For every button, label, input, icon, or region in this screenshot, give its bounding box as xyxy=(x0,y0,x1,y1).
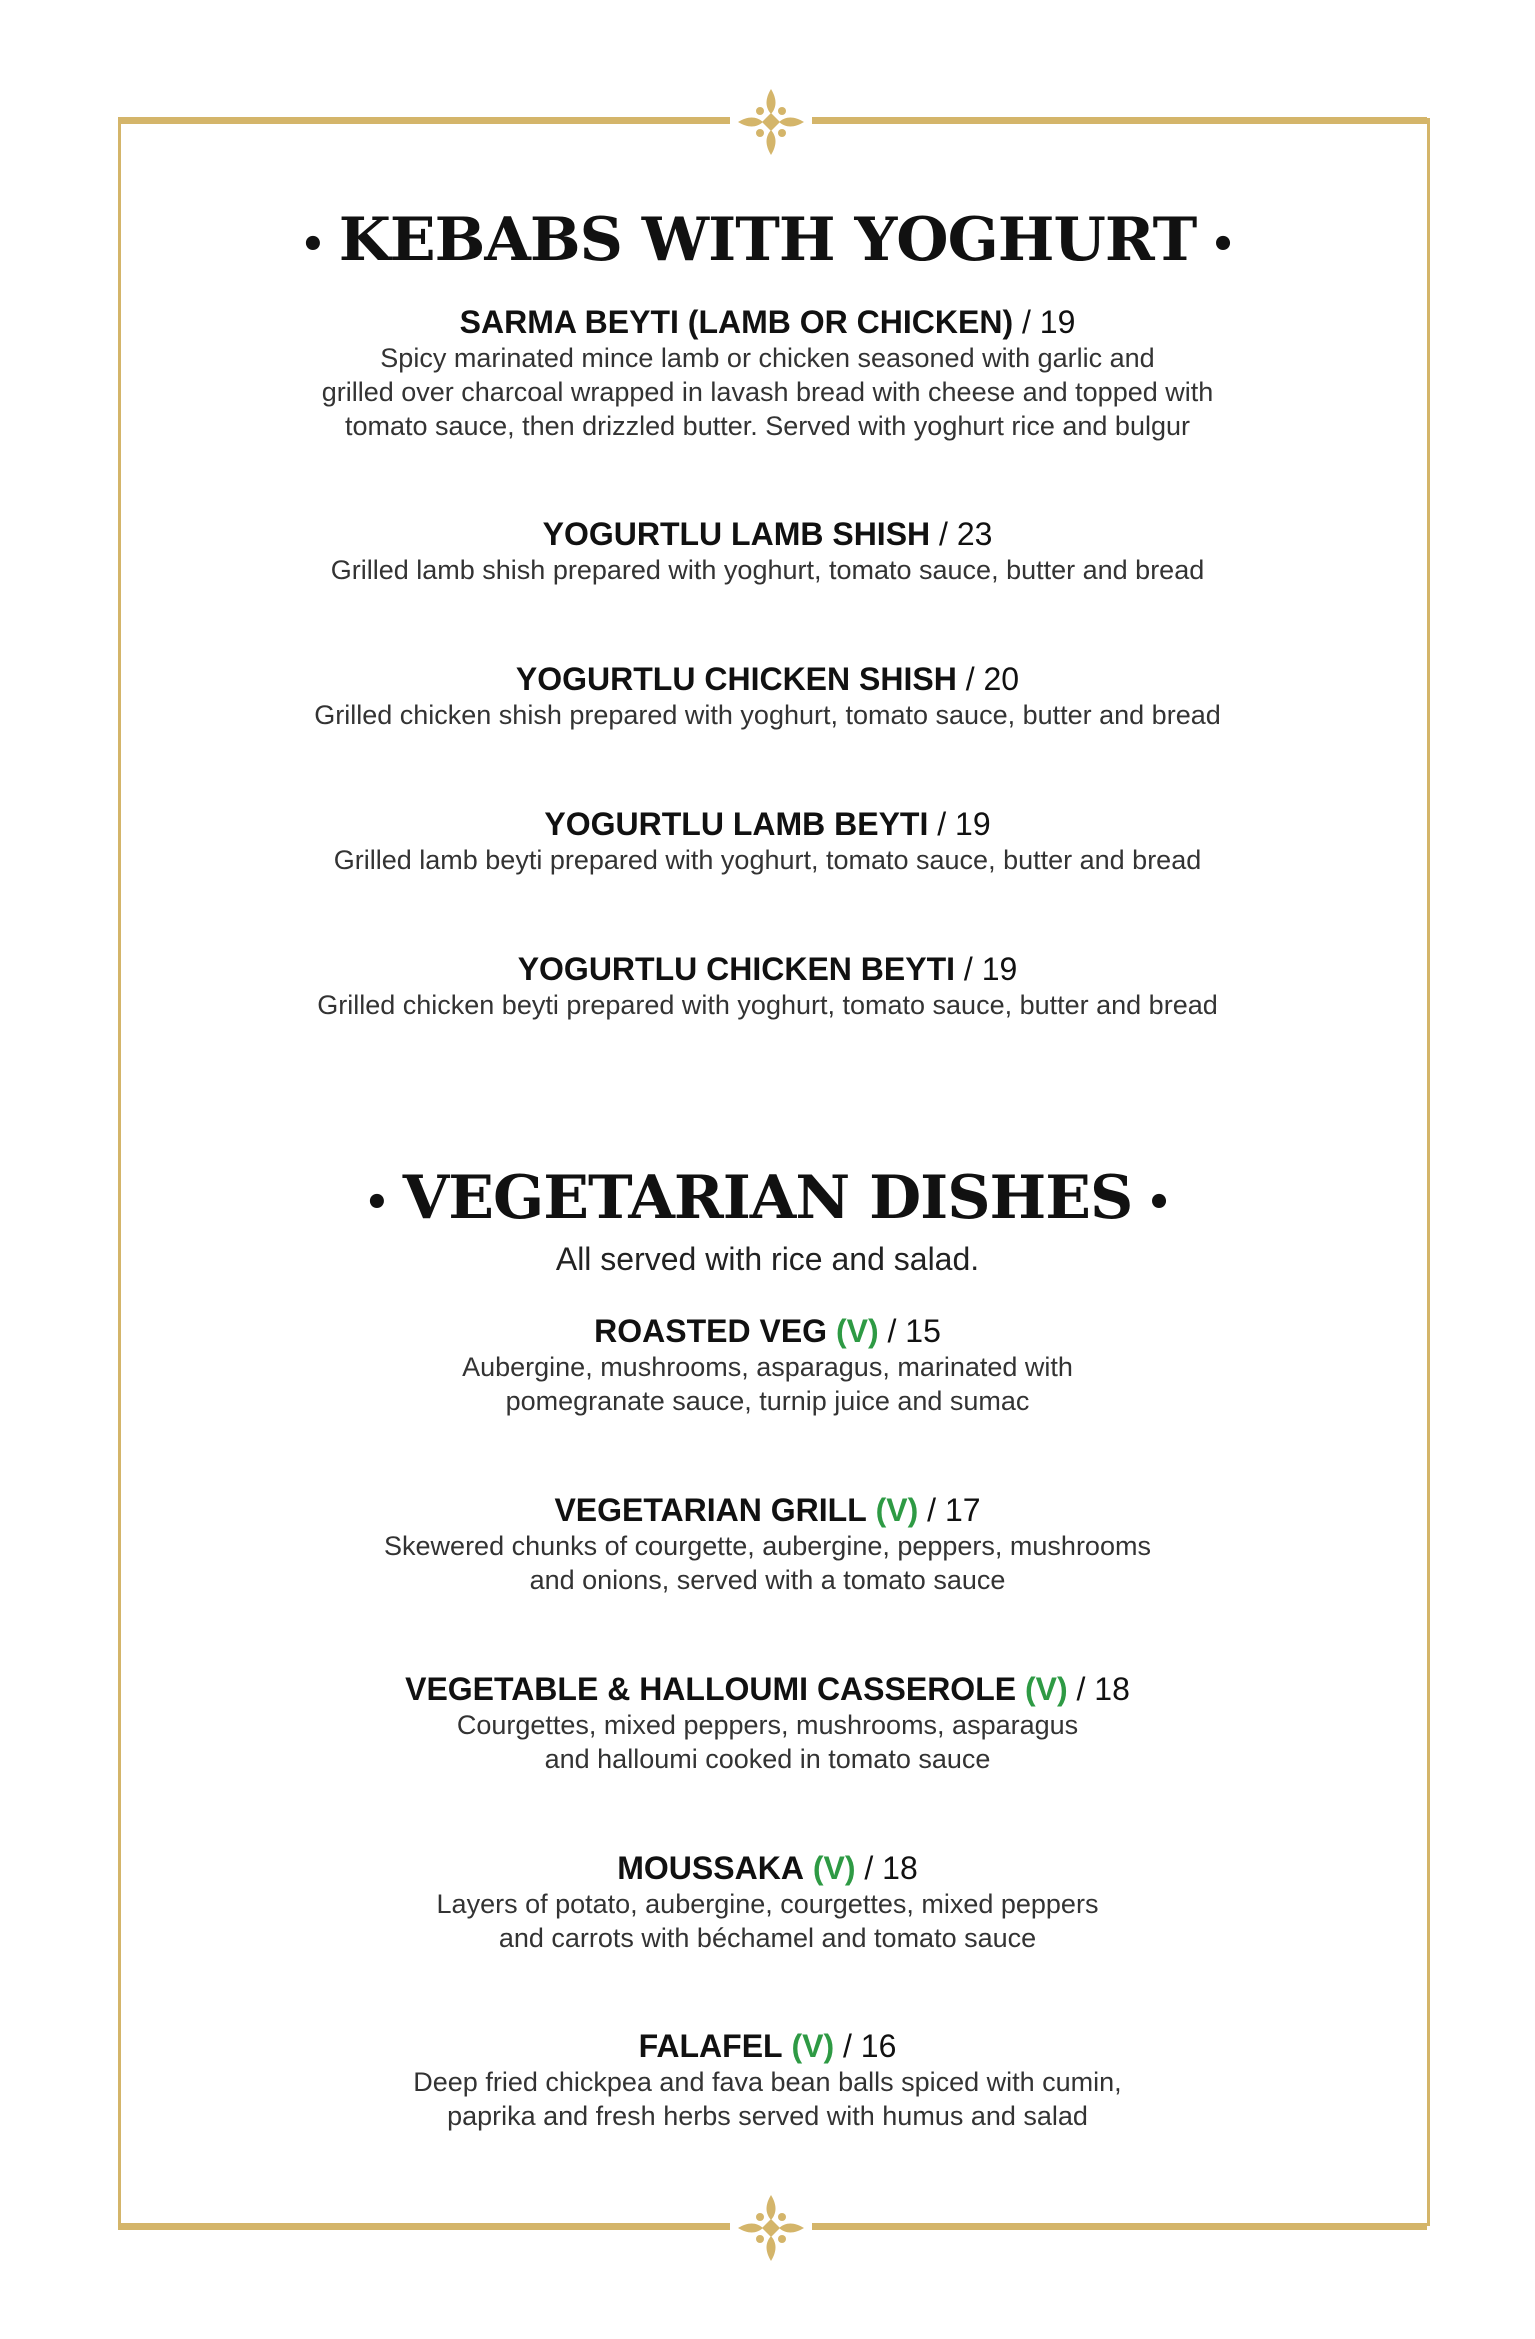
menu-item xyxy=(0,1312,1535,1418)
item-name: FALAFEL xyxy=(638,2028,783,2064)
item-price: / 19 xyxy=(937,806,991,842)
section-title-kebabs xyxy=(0,205,1535,275)
item-name: VEGETABLE & HALLOUMI CASSEROLE xyxy=(405,1671,1017,1707)
item-description: Grilled chicken beyti prepared with yoghurt, tomato sauce, butter and bread xyxy=(317,990,1218,1020)
item-name: YOGURTLU CHICKEN BEYTI xyxy=(517,951,956,987)
item-description: Grilled lamb shish prepared with yoghurt, tomato sauce, butter and bread xyxy=(330,555,1205,585)
top-rule-right xyxy=(812,117,1427,124)
bottom-rule-right xyxy=(812,2223,1427,2230)
vegetarian-badge: (V) xyxy=(875,1492,919,1528)
top-rule-left xyxy=(118,117,730,124)
item-description: Layers of potato, aubergine, courgettes, mixed peppers and carrots with béchamel and tomato sauce xyxy=(436,1889,1099,1953)
item-price: / 18 xyxy=(864,1850,918,1886)
item-name: ROASTED VEG xyxy=(594,1313,828,1349)
bottom-rule-left xyxy=(118,2223,730,2230)
title-bullet: • xyxy=(1210,221,1235,268)
section-title-text: VEGETARIAN DISHES xyxy=(402,1163,1133,1233)
diamond-flourish-icon xyxy=(736,2193,806,2263)
item-name: YOGURTLU LAMB SHISH xyxy=(542,516,931,552)
section-subtitle: All served with rice and salad. xyxy=(555,1241,980,1277)
menu-item xyxy=(0,515,1535,587)
diamond-flourish-icon xyxy=(736,87,806,157)
vegetarian-badge: (V) xyxy=(812,1850,856,1886)
item-name: YOGURTLU CHICKEN SHISH xyxy=(515,661,957,697)
item-name: SARMA BEYTI (LAMB OR CHICKEN) xyxy=(459,304,1014,340)
item-description: Courgettes, mixed peppers, mushrooms, asparagus and halloumi cooked in tomato sauce xyxy=(456,1710,1079,1774)
vegetarian-badge: (V) xyxy=(791,2028,835,2064)
item-description: Aubergine, mushrooms, asparagus, marinated with pomegranate sauce, turnip juice and sumac xyxy=(462,1352,1073,1416)
menu-item xyxy=(0,1670,1535,1776)
item-price: / 23 xyxy=(939,516,993,552)
menu-item xyxy=(0,1491,1535,1597)
item-price: / 16 xyxy=(843,2028,897,2064)
menu-item xyxy=(0,303,1535,443)
vegetarian-badge: (V) xyxy=(835,1313,879,1349)
item-name: MOUSSAKA xyxy=(617,1850,804,1886)
item-description: Spicy marinated mince lamb or chicken seasoned with garlic and grilled over charcoal wrapped in lavash bread with cheese and topped with tomato sauce, then drizzled butter. Served with yoghurt rice and bulgur xyxy=(321,343,1214,441)
item-price: / 18 xyxy=(1076,1671,1130,1707)
title-bullet: • xyxy=(364,1179,389,1226)
title-bullet: • xyxy=(1146,1179,1171,1226)
item-price: / 15 xyxy=(887,1313,941,1349)
vegetarian-badge: (V) xyxy=(1024,1671,1068,1707)
item-description: Deep fried chickpea and fava bean balls spiced with cumin, paprika and fresh herbs served with humus and salad xyxy=(413,2067,1122,2131)
menu-item xyxy=(0,805,1535,877)
item-description: Grilled chicken shish prepared with yoghurt, tomato sauce, butter and bread xyxy=(314,700,1221,730)
menu-item xyxy=(0,2027,1535,2133)
item-name: YOGURTLU LAMB BEYTI xyxy=(544,806,929,842)
item-price: / 20 xyxy=(965,661,1020,697)
menu-item xyxy=(0,1849,1535,1955)
item-description: Skewered chunks of courgette, aubergine, peppers, mushrooms and onions, served with a tomato sauce xyxy=(384,1531,1151,1595)
menu-item xyxy=(0,950,1535,1022)
item-description: Grilled lamb beyti prepared with yoghurt, tomato sauce, butter and bread xyxy=(333,845,1202,875)
item-price: / 19 xyxy=(963,951,1018,987)
title-bullet: • xyxy=(300,221,325,268)
item-name: VEGETARIAN GRILL xyxy=(554,1492,867,1528)
item-price: / 17 xyxy=(927,1492,981,1528)
section-title-text: KEBABS WITH YOGHURT xyxy=(338,205,1197,275)
menu-item xyxy=(0,660,1535,732)
section-title-vegetarian xyxy=(0,1163,1535,1233)
item-price: / 19 xyxy=(1021,304,1076,340)
